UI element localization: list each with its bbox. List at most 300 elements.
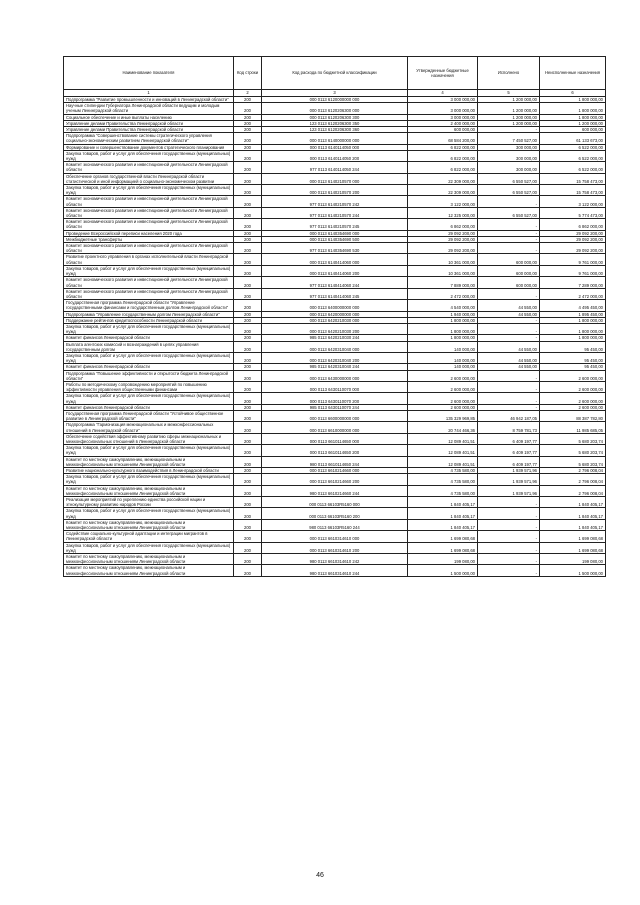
row-executed: - xyxy=(478,196,540,207)
row-approved: 4 735 580,00 xyxy=(408,485,478,496)
row-unexecuted: 6 522 000,00 xyxy=(540,144,606,150)
row-budget-code: 000 0113 6430000000 000 xyxy=(262,370,408,381)
header-approved: Утвержденные бюджетные назначения xyxy=(408,57,478,90)
table-row xyxy=(64,243,606,254)
row-approved: 1 800 000,00 xyxy=(408,317,478,323)
row-line-code: 200 xyxy=(234,185,262,196)
row-budget-code: 000 0113 6610214660 200 xyxy=(262,474,408,485)
row-indicator-name: Подпрограмма "Совершенствование системы стратегического управления социально-экономическим развитием Ленинградской области" xyxy=(64,133,234,144)
row-approved: 2 400 000,00 xyxy=(408,120,478,126)
row-unexecuted: 29 092 200,00 xyxy=(540,243,606,254)
row-approved: 2 600 000,00 xyxy=(408,393,478,404)
row-executed: - xyxy=(478,243,540,254)
row-executed: 300 000,00 xyxy=(478,150,540,161)
row-executed: - xyxy=(478,565,540,576)
row-indicator-name: Закупка товаров, работ и услуг для обеспечения государственных (муниципальных) нужд xyxy=(64,185,234,196)
row-line-code: 200 xyxy=(234,433,262,444)
row-indicator-name: Содействие социально-культурной адаптации и интеграции мигрантов в Ленинградской области xyxy=(64,531,234,542)
row-indicator-name: Работы по методическому сопровождению мероприятий по повышению эффективности управления общественными финансами xyxy=(64,381,234,392)
row-indicator-name: Реализация мероприятий по укреплению единства российской нации и этнокультурному развитию народов России xyxy=(64,497,234,508)
row-executed: 44 550,00 xyxy=(478,352,540,363)
row-approved: 3 000 000,00 xyxy=(408,97,478,103)
row-indicator-name: Обеспечение органов государственной власти Ленинградской области статистической и иной информацией о социально-экономическом развитии xyxy=(64,173,234,184)
row-approved: 4 735 580,00 xyxy=(408,474,478,485)
row-executed: - xyxy=(478,370,540,381)
row-budget-code: 980 0113 6610214660 244 xyxy=(262,485,408,496)
row-line-code: 200 xyxy=(234,364,262,370)
row-unexecuted: 2 796 008,04 xyxy=(540,474,606,485)
row-budget-code: 000 0113 6420210030 000 xyxy=(262,317,408,323)
row-budget-code: 980 0113 6610114650 244 xyxy=(262,456,408,467)
row-unexecuted: 3 122 000,00 xyxy=(540,196,606,207)
row-approved: 6 862 000,00 xyxy=(408,219,478,230)
row-executed: - xyxy=(478,393,540,404)
table-row xyxy=(64,300,606,311)
table-row xyxy=(64,445,606,456)
table-row xyxy=(64,508,606,519)
row-executed: 1 200 000,00 xyxy=(478,114,540,120)
row-line-code: 200 xyxy=(234,381,262,392)
row-indicator-name: Обеспечение содействия эффективному развитию сферы межнациональных и межконфессиональных отношений в Ленинградской области xyxy=(64,433,234,444)
row-approved: 1 840 405,17 xyxy=(408,497,478,508)
row-indicator-name: Комитет по местному самоуправлению, межнациональным и межконфессиональным отношениям Ленинградской области xyxy=(64,456,234,467)
row-budget-code: 123 0113 6120206300 360 xyxy=(262,127,408,133)
column-number: 3 xyxy=(262,90,408,97)
row-unexecuted: 6 862 000,00 xyxy=(540,219,606,230)
row-executed: - xyxy=(478,335,540,341)
row-line-code: 200 xyxy=(234,404,262,410)
row-indicator-name: Закупка товаров, работ и услуг для обеспечения государственных (муниципальных) нужд xyxy=(64,150,234,161)
table-row xyxy=(64,433,606,444)
row-indicator-name: Подпрограмма "Развитие промышленности и инноваций в Ленинградской области" xyxy=(64,97,234,103)
row-approved: 140 000,00 xyxy=(408,364,478,370)
row-budget-code: 977 0113 6140414060 244 xyxy=(262,277,408,288)
row-budget-code: 980 0113 6610314610 242 xyxy=(262,554,408,565)
row-executed: 6 409 197,77 xyxy=(478,456,540,467)
row-line-code: 200 xyxy=(234,288,262,299)
row-line-code: 200 xyxy=(234,370,262,381)
row-executed: 600 000,00 xyxy=(478,277,540,288)
table-row xyxy=(64,114,606,120)
row-approved: 4 540 000,00 xyxy=(408,300,478,311)
row-executed: - xyxy=(478,381,540,392)
row-line-code: 200 xyxy=(234,542,262,553)
row-executed: 6 409 197,77 xyxy=(478,445,540,456)
row-line-code: 200 xyxy=(234,173,262,184)
header-unexecuted: Неисполненные назначения xyxy=(540,57,606,90)
row-executed: - xyxy=(478,323,540,334)
row-indicator-name: Комитет по местному самоуправлению, межнациональным и межконфессиональным отношениям Ленинградской области xyxy=(64,519,234,530)
table-row xyxy=(64,103,606,114)
row-line-code: 200 xyxy=(234,554,262,565)
header-line-code: Код строки xyxy=(234,57,262,90)
row-budget-code: 985 0113 6420310040 244 xyxy=(262,364,408,370)
row-unexecuted: 15 758 473,00 xyxy=(540,173,606,184)
row-budget-code: 000 0113 6610314610 200 xyxy=(262,542,408,553)
column-number-row xyxy=(64,90,606,97)
table-row xyxy=(64,144,606,150)
row-unexecuted: 2 472 000,00 xyxy=(540,288,606,299)
table-row xyxy=(64,196,606,207)
column-number: 4 xyxy=(408,90,478,97)
row-approved: 68 584 200,00 xyxy=(408,133,478,144)
table-row xyxy=(64,173,606,184)
row-line-code: 200 xyxy=(234,127,262,133)
row-indicator-name: Комитет экономического развития и инвестиционной деятельности Ленинградской области xyxy=(64,207,234,218)
row-line-code: 200 xyxy=(234,97,262,103)
row-unexecuted: 1 200 000,00 xyxy=(540,120,606,126)
row-unexecuted: 4 495 450,00 xyxy=(540,300,606,311)
row-budget-code: 000 0113 6610000000 000 xyxy=(262,422,408,433)
row-budget-code: 977 0113 6140210570 242 xyxy=(262,196,408,207)
row-unexecuted: 1 500 000,00 xyxy=(540,565,606,576)
table-row xyxy=(64,485,606,496)
row-line-code: 200 xyxy=(234,341,262,352)
row-approved: 140 000,00 xyxy=(408,352,478,363)
row-unexecuted: 95 450,00 xyxy=(540,364,606,370)
row-budget-code: 000 0113 6120206300 000 xyxy=(262,103,408,114)
row-line-code: 200 xyxy=(234,114,262,120)
row-line-code: 200 xyxy=(234,230,262,236)
row-executed: 6 409 197,77 xyxy=(478,433,540,444)
row-line-code: 200 xyxy=(234,508,262,519)
row-line-code: 200 xyxy=(234,144,262,150)
row-line-code: 200 xyxy=(234,456,262,467)
row-unexecuted: 11 985 685,05 xyxy=(540,422,606,433)
row-budget-code: 985 0113 6430110070 244 xyxy=(262,404,408,410)
row-indicator-name: Закупка товаров, работ и услуг для обеспечения государственных (муниципальных) нужд xyxy=(64,265,234,276)
row-line-code: 200 xyxy=(234,531,262,542)
row-unexecuted: 1 840 405,17 xyxy=(540,519,606,530)
row-budget-code: 000 0113 6120000000 000 xyxy=(262,97,408,103)
row-line-code: 200 xyxy=(234,277,262,288)
row-unexecuted: 2 600 000,00 xyxy=(540,393,606,404)
row-line-code: 200 xyxy=(234,103,262,114)
row-indicator-name: Управление делами Правительства Ленинградской области xyxy=(64,127,234,133)
row-unexecuted: 1 699 080,68 xyxy=(540,542,606,553)
table-row xyxy=(64,265,606,276)
row-indicator-name: Подпрограмма "Гармонизация межнациональных и межконфессиональных отношений в Ленинградской области" xyxy=(64,422,234,433)
header-executed: Исполнено xyxy=(478,57,540,90)
row-unexecuted: 1 800 000,00 xyxy=(540,114,606,120)
row-approved: 3 000 000,00 xyxy=(408,103,478,114)
row-budget-code: 000 0113 6140000000 000 xyxy=(262,133,408,144)
row-unexecuted: 5 680 203,74 xyxy=(540,433,606,444)
row-unexecuted: 6 522 000,00 xyxy=(540,150,606,161)
table-row xyxy=(64,162,606,173)
row-line-code: 200 xyxy=(234,497,262,508)
row-approved: 1 840 405,17 xyxy=(408,519,478,530)
row-unexecuted: 95 450,00 xyxy=(540,341,606,352)
column-number: 6 xyxy=(540,90,606,97)
row-line-code: 200 xyxy=(234,196,262,207)
row-approved: 4 735 580,00 xyxy=(408,468,478,474)
row-line-code: 200 xyxy=(234,162,262,173)
row-line-code: 200 xyxy=(234,207,262,218)
row-approved: 1 699 080,68 xyxy=(408,542,478,553)
table-row xyxy=(64,133,606,144)
row-budget-code: 000 0113 6120206300 300 xyxy=(262,114,408,120)
row-indicator-name: Выплата агентских комиссий и вознаграждений в целях управления государственным долгом xyxy=(64,341,234,352)
row-executed: - xyxy=(478,497,540,508)
row-approved: 1 699 080,68 xyxy=(408,531,478,542)
row-indicator-name: Комитет экономического развития и инвестиционной деятельности Ленинградской области xyxy=(64,277,234,288)
row-line-code: 200 xyxy=(234,393,262,404)
table-row xyxy=(64,311,606,317)
row-approved: 1 940 000,00 xyxy=(408,311,478,317)
row-line-code: 200 xyxy=(234,410,262,421)
header-budget-code: Код расхода по бюджетной классификации xyxy=(262,57,408,90)
row-unexecuted: 5 680 203,74 xyxy=(540,445,606,456)
row-approved: 12 089 401,51 xyxy=(408,433,478,444)
table-row xyxy=(64,120,606,126)
row-indicator-name: Закупка товаров, работ и услуг для обеспечения государственных (муниципальных) нужд xyxy=(64,474,234,485)
row-executed: - xyxy=(478,288,540,299)
row-executed: 7 450 527,00 xyxy=(478,133,540,144)
row-indicator-name: Межбюджетные трансферты xyxy=(64,236,234,242)
row-executed: - xyxy=(478,542,540,553)
row-executed: 44 550,00 xyxy=(478,311,540,317)
row-unexecuted: 2 600 000,00 xyxy=(540,370,606,381)
row-unexecuted: 1 800 000,00 xyxy=(540,317,606,323)
row-budget-code: 000 0113 6430110070 200 xyxy=(262,393,408,404)
table-row xyxy=(64,352,606,363)
row-budget-code: 000 0113 6140114050 000 xyxy=(262,144,408,150)
row-budget-code: 977 0113 6140114050 244 xyxy=(262,162,408,173)
table-row xyxy=(64,519,606,530)
row-executed: 44 550,00 xyxy=(478,341,540,352)
row-executed: 6 550 527,00 xyxy=(478,185,540,196)
row-unexecuted: 1 800 000,00 xyxy=(540,335,606,341)
row-executed: 1 939 571,96 xyxy=(478,474,540,485)
row-budget-code: 000 0113 6610114650 200 xyxy=(262,445,408,456)
row-executed: - xyxy=(478,531,540,542)
row-unexecuted: 1 895 450,00 xyxy=(540,311,606,317)
row-unexecuted: 1 840 405,17 xyxy=(540,508,606,519)
row-budget-code: 000 0113 6610114650 000 xyxy=(262,433,408,444)
table-row xyxy=(64,323,606,334)
row-unexecuted: 61 133 673,00 xyxy=(540,133,606,144)
row-executed: - xyxy=(478,554,540,565)
table-row xyxy=(64,254,606,265)
row-budget-code: 000 0113 6400000000 000 xyxy=(262,300,408,311)
row-approved: 29 092 200,00 xyxy=(408,236,478,242)
row-budget-code: 000 0113 6600000000 000 xyxy=(262,410,408,421)
row-indicator-name: Комитет экономического развития и инвестиционной деятельности Ленинградской области xyxy=(64,243,234,254)
table-row xyxy=(64,542,606,553)
row-executed: 8 759 781,73 xyxy=(478,422,540,433)
row-indicator-name: Государственная программа Ленинградской области "Управление государственными финансами и государственным долгом Ленинградской области" xyxy=(64,300,234,311)
row-indicator-name: Комитет по местному самоуправлению, межнациональным и межконфессиональным отношениям Ленинградской области xyxy=(64,565,234,576)
row-unexecuted: 95 450,00 xyxy=(540,352,606,363)
row-indicator-name: Закупка товаров, работ и услуг для обеспечения государственных (муниципальных) нужд xyxy=(64,542,234,553)
row-approved: 6 822 000,00 xyxy=(408,162,478,173)
row-unexecuted: 5 774 473,00 xyxy=(540,207,606,218)
row-executed: 600 000,00 xyxy=(478,254,540,265)
row-indicator-name: Комитет экономического развития и инвестиционной деятельности Ленинградской области xyxy=(64,288,234,299)
row-executed: 46 942 187,05 xyxy=(478,410,540,421)
table-row xyxy=(64,497,606,508)
row-unexecuted: 600 000,00 xyxy=(540,127,606,133)
row-unexecuted: 29 092 200,00 xyxy=(540,230,606,236)
row-approved: 29 092 200,00 xyxy=(408,230,478,236)
row-executed: - xyxy=(478,127,540,133)
row-budget-code: 985 0113 6420210030 244 xyxy=(262,335,408,341)
row-line-code: 200 xyxy=(234,243,262,254)
row-executed: - xyxy=(478,236,540,242)
row-budget-code: 000 0113 66103R5160 000 xyxy=(262,497,408,508)
row-approved: 1 800 000,00 xyxy=(408,323,478,334)
row-budget-code: 980 0113 6610314610 244 xyxy=(262,565,408,576)
row-executed: 600 000,00 xyxy=(478,265,540,276)
row-executed: - xyxy=(478,519,540,530)
row-approved: 600 000,00 xyxy=(408,127,478,133)
budget-execution-table xyxy=(63,56,606,577)
row-line-code: 200 xyxy=(234,236,262,242)
row-budget-code: 123 0113 6120206300 350 xyxy=(262,120,408,126)
row-indicator-name: Управление делами Правительства Ленинградской области xyxy=(64,120,234,126)
row-approved: 10 361 000,00 xyxy=(408,265,478,276)
table-row xyxy=(64,207,606,218)
header-indicator-name: Наименование показателя xyxy=(64,57,234,90)
row-executed: - xyxy=(478,219,540,230)
row-budget-code: 000 0113 6140414060 000 xyxy=(262,254,408,265)
row-budget-code: 000 0113 6140354690 000 xyxy=(262,230,408,236)
table-row xyxy=(64,150,606,161)
table-row xyxy=(64,341,606,352)
table-row xyxy=(64,456,606,467)
row-approved: 135 329 969,85 xyxy=(408,410,478,421)
row-budget-code: 000 0113 6140114050 200 xyxy=(262,150,408,161)
row-unexecuted: 29 092 200,00 xyxy=(540,236,606,242)
row-line-code: 200 xyxy=(234,317,262,323)
row-budget-code: 980 0113 66103R5160 244 xyxy=(262,519,408,530)
table-row xyxy=(64,410,606,421)
table-row xyxy=(64,565,606,576)
table-row xyxy=(64,422,606,433)
row-approved: 12 089 401,51 xyxy=(408,445,478,456)
row-approved: 199 080,00 xyxy=(408,554,478,565)
row-approved: 20 744 466,36 xyxy=(408,422,478,433)
row-line-code: 200 xyxy=(234,422,262,433)
row-indicator-name: Комитет по местному самоуправлению, межнациональным и межконфессиональным отношениям Ленинградской области xyxy=(64,485,234,496)
table-row xyxy=(64,277,606,288)
row-unexecuted: 5 680 203,74 xyxy=(540,456,606,467)
row-budget-code: 000 0113 6420310040 000 xyxy=(262,341,408,352)
page-number: 46 xyxy=(316,872,324,879)
row-budget-code: 000 0113 6140414060 200 xyxy=(262,265,408,276)
row-indicator-name: Комитет экономического развития и инвестиционной деятельности Ленинградской области xyxy=(64,196,234,207)
row-unexecuted: 2 600 000,00 xyxy=(540,381,606,392)
row-approved: 22 309 000,00 xyxy=(408,185,478,196)
table-row xyxy=(64,185,606,196)
row-budget-code: 977 0113 6140210570 245 xyxy=(262,219,408,230)
table-body xyxy=(64,97,606,577)
row-executed: 1 939 571,96 xyxy=(478,468,540,474)
row-line-code: 200 xyxy=(234,468,262,474)
table-row xyxy=(64,468,606,474)
row-indicator-name: Подпрограмма "Управление государственным долгом Ленинградской области" xyxy=(64,311,234,317)
column-number: 1 xyxy=(64,90,234,97)
row-indicator-name: Проведение Всероссийской переписи населения 2020 года xyxy=(64,230,234,236)
row-approved: 12 089 401,51 xyxy=(408,456,478,467)
row-indicator-name: Комитет финансов Ленинградской области xyxy=(64,364,234,370)
row-indicator-name: Комитет по местному самоуправлению, межнациональным и межконфессиональным отношениям Ленинградской области xyxy=(64,554,234,565)
row-approved: 12 325 000,00 xyxy=(408,207,478,218)
row-unexecuted: 7 289 000,00 xyxy=(540,277,606,288)
row-indicator-name: Научные стипендии Губернатора Ленинградской области ведущим и молодым ученым Ленинградской области xyxy=(64,103,234,114)
row-budget-code: 000 0113 6610214660 000 xyxy=(262,468,408,474)
row-approved: 29 092 200,00 xyxy=(408,243,478,254)
row-indicator-name: Комитет финансов Ленинградской области xyxy=(64,404,234,410)
row-indicator-name: Государственная программа Ленинградской области "Устойчивое общественное развитие в Ленинградской области" xyxy=(64,410,234,421)
table-row xyxy=(64,370,606,381)
row-line-code: 200 xyxy=(234,311,262,317)
row-approved: 6 822 000,00 xyxy=(408,150,478,161)
row-indicator-name: Закупка товаров, работ и услуг для обеспечения государственных (муниципальных) нужд xyxy=(64,445,234,456)
row-executed: 6 550 527,00 xyxy=(478,207,540,218)
row-indicator-name: Закупка товаров, работ и услуг для обеспечения государственных (муниципальных) нужд xyxy=(64,352,234,363)
row-line-code: 200 xyxy=(234,445,262,456)
row-unexecuted: 2 600 000,00 xyxy=(540,404,606,410)
table-row xyxy=(64,554,606,565)
row-indicator-name: Закупка товаров, работ и услуг для обеспечения государственных (муниципальных) нужд xyxy=(64,508,234,519)
row-approved: 10 361 000,00 xyxy=(408,254,478,265)
row-budget-code: 000 0113 6140210570 200 xyxy=(262,185,408,196)
row-line-code: 200 xyxy=(234,150,262,161)
row-budget-code: 977 0113 6140210570 244 xyxy=(262,207,408,218)
table-row xyxy=(64,219,606,230)
row-budget-code: 000 0113 6140210570 000 xyxy=(262,173,408,184)
row-approved: 2 600 000,00 xyxy=(408,404,478,410)
row-unexecuted: 9 761 000,00 xyxy=(540,265,606,276)
row-line-code: 200 xyxy=(234,133,262,144)
row-budget-code: 000 0113 66103R5160 200 xyxy=(262,508,408,519)
column-number: 2 xyxy=(234,90,262,97)
table-row xyxy=(64,288,606,299)
row-indicator-name: Развитие проектного управления в органах исполнительной власти Ленинградской области xyxy=(64,254,234,265)
table-row xyxy=(64,531,606,542)
row-executed: 6 550 527,00 xyxy=(478,173,540,184)
row-executed: - xyxy=(478,317,540,323)
row-line-code: 200 xyxy=(234,565,262,576)
row-budget-code: 000 0113 6610314610 000 xyxy=(262,531,408,542)
row-line-code: 200 xyxy=(234,352,262,363)
row-budget-code: 000 0113 6420210030 200 xyxy=(262,323,408,334)
row-approved: 140 000,00 xyxy=(408,341,478,352)
row-executed: 1 200 000,00 xyxy=(478,120,540,126)
row-unexecuted: 15 758 473,00 xyxy=(540,185,606,196)
row-budget-code: 000 0113 6140354690 500 xyxy=(262,236,408,242)
row-budget-code: 977 0113 6140354690 530 xyxy=(262,243,408,254)
row-executed: 1 200 000,00 xyxy=(478,97,540,103)
row-executed: 300 000,00 xyxy=(478,144,540,150)
row-approved: 6 822 000,00 xyxy=(408,144,478,150)
row-executed: 44 550,00 xyxy=(478,300,540,311)
row-executed: 1 939 571,96 xyxy=(478,485,540,496)
row-approved: 22 309 000,00 xyxy=(408,173,478,184)
row-line-code: 200 xyxy=(234,335,262,341)
row-unexecuted: 6 522 000,00 xyxy=(540,162,606,173)
row-indicator-name: Закупка товаров, работ и услуг для обеспечения государственных (муниципальных) нужд xyxy=(64,393,234,404)
row-line-code: 200 xyxy=(234,265,262,276)
table-header-row xyxy=(64,57,606,90)
row-approved: 7 889 000,00 xyxy=(408,277,478,288)
row-line-code: 200 xyxy=(234,219,262,230)
row-unexecuted: 2 796 008,04 xyxy=(540,468,606,474)
row-unexecuted: 1 800 000,00 xyxy=(540,323,606,334)
row-executed: 300 000,00 xyxy=(478,162,540,173)
